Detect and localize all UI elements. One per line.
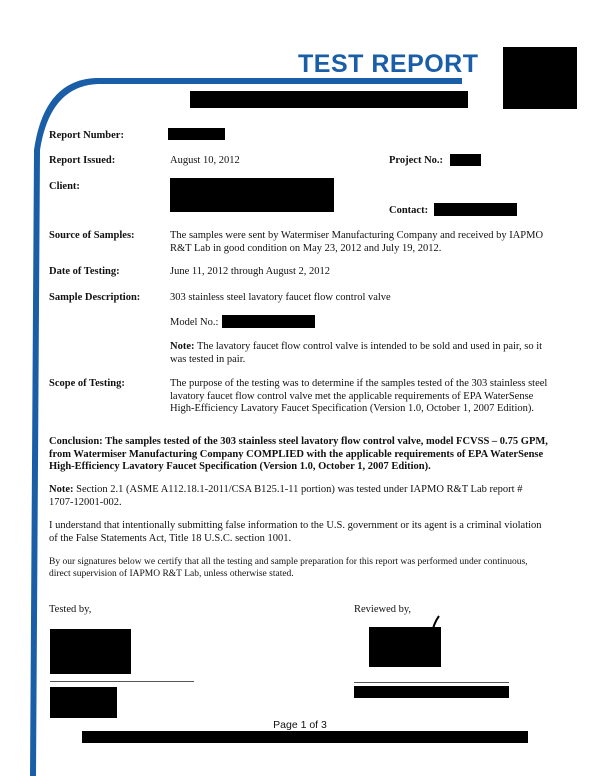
date-label: Date of Testing: <box>49 266 120 277</box>
contact-label: Contact: <box>389 205 429 216</box>
scope-value: The purpose of the testing was to determine if the samples tested of the 303 stainless steel lavatory faucet flow control valve met the applicable requirements of EPA WaterSense High-Efficiency Lavatory Faucet Specification (Version 1.0, October 1, 2007 Edition). <box>170 378 548 414</box>
page-number: Page 1 of 3 <box>273 719 327 731</box>
tested-by-label: Tested by, <box>49 604 92 615</box>
reviewed-by-label: Reviewed by, <box>354 604 412 615</box>
report-title: TEST REPORT <box>298 50 479 78</box>
note-paragraph <box>170 341 552 366</box>
certification-text: By our signatures below we certify that all the testing and sample preparation for this report was performed under continuous, direct supervision of IAPMO R&T Lab, unless otherwise stated. <box>49 557 528 579</box>
redacted-tester-name <box>50 687 117 718</box>
redacted-contact <box>434 203 517 216</box>
redacted-report-number <box>168 128 225 140</box>
redacted-tester-signature <box>50 629 131 674</box>
client-label: Client: <box>49 181 80 192</box>
redacted-client <box>170 178 334 212</box>
note2-value: Section 2.1 (ASME A112.18.1-2011/CSA B125.1-11 portion) was tested under IAPMO R&T Lab report # 1707-12001-002. <box>49 484 523 508</box>
sample-label: Sample Description: <box>49 292 141 303</box>
model-label: Model No.: <box>170 317 219 328</box>
reviewer-signature-line <box>354 682 509 683</box>
sample-value: 303 stainless steel lavatory faucet flow control valve <box>170 292 391 303</box>
note2-paragraph <box>49 484 549 509</box>
false-statement-notice: I understand that intentionally submitting false information to the U.S. government or its agent is a criminal violation of the False Statements Act, Title 18 U.S.C. section 1001. <box>49 520 542 544</box>
redacted-address <box>190 91 468 108</box>
project-no-label: Project No.: <box>389 155 444 166</box>
report-number-label: Report Number: <box>49 130 124 141</box>
redacted-reviewer-name <box>354 686 509 698</box>
report-issued-value: August 10, 2012 <box>170 155 240 166</box>
redacted-logo <box>503 47 577 109</box>
conclusion-text: Conclusion: The samples tested of the 303 stainless steel lavatory flow control valve, model FCVSS – 0.75 GPM, from Watermiser Manufacturing Company COMPLIED with the applicable requirements of EPA WaterSense High-Efficiency Lavatory Faucet Specification (Version 1.0, October 1, 2007 Edition). <box>49 436 548 472</box>
redacted-reviewer-signature <box>369 627 441 667</box>
source-label: Source of Samples: <box>49 230 135 241</box>
note-value: The lavatory faucet flow control valve is intended to be sold and used in pair, so it was tested in pair. <box>170 341 543 365</box>
note2-label: Note: <box>49 484 74 495</box>
note-label: Note: <box>170 341 195 352</box>
scope-label: Scope of Testing: <box>49 378 125 389</box>
redacted-project-no <box>450 154 481 166</box>
redacted-footer <box>82 731 528 743</box>
redacted-model <box>222 315 315 328</box>
report-issued-label: Report Issued: <box>49 155 116 166</box>
date-value: June 11, 2012 through August 2, 2012 <box>170 266 331 277</box>
tester-signature-line <box>50 681 194 682</box>
source-value: The samples were sent by Watermiser Manufacturing Company and received by IAPMO R&T Lab in good condition on May 23, 2012 and July 19, 2012. <box>170 230 544 254</box>
